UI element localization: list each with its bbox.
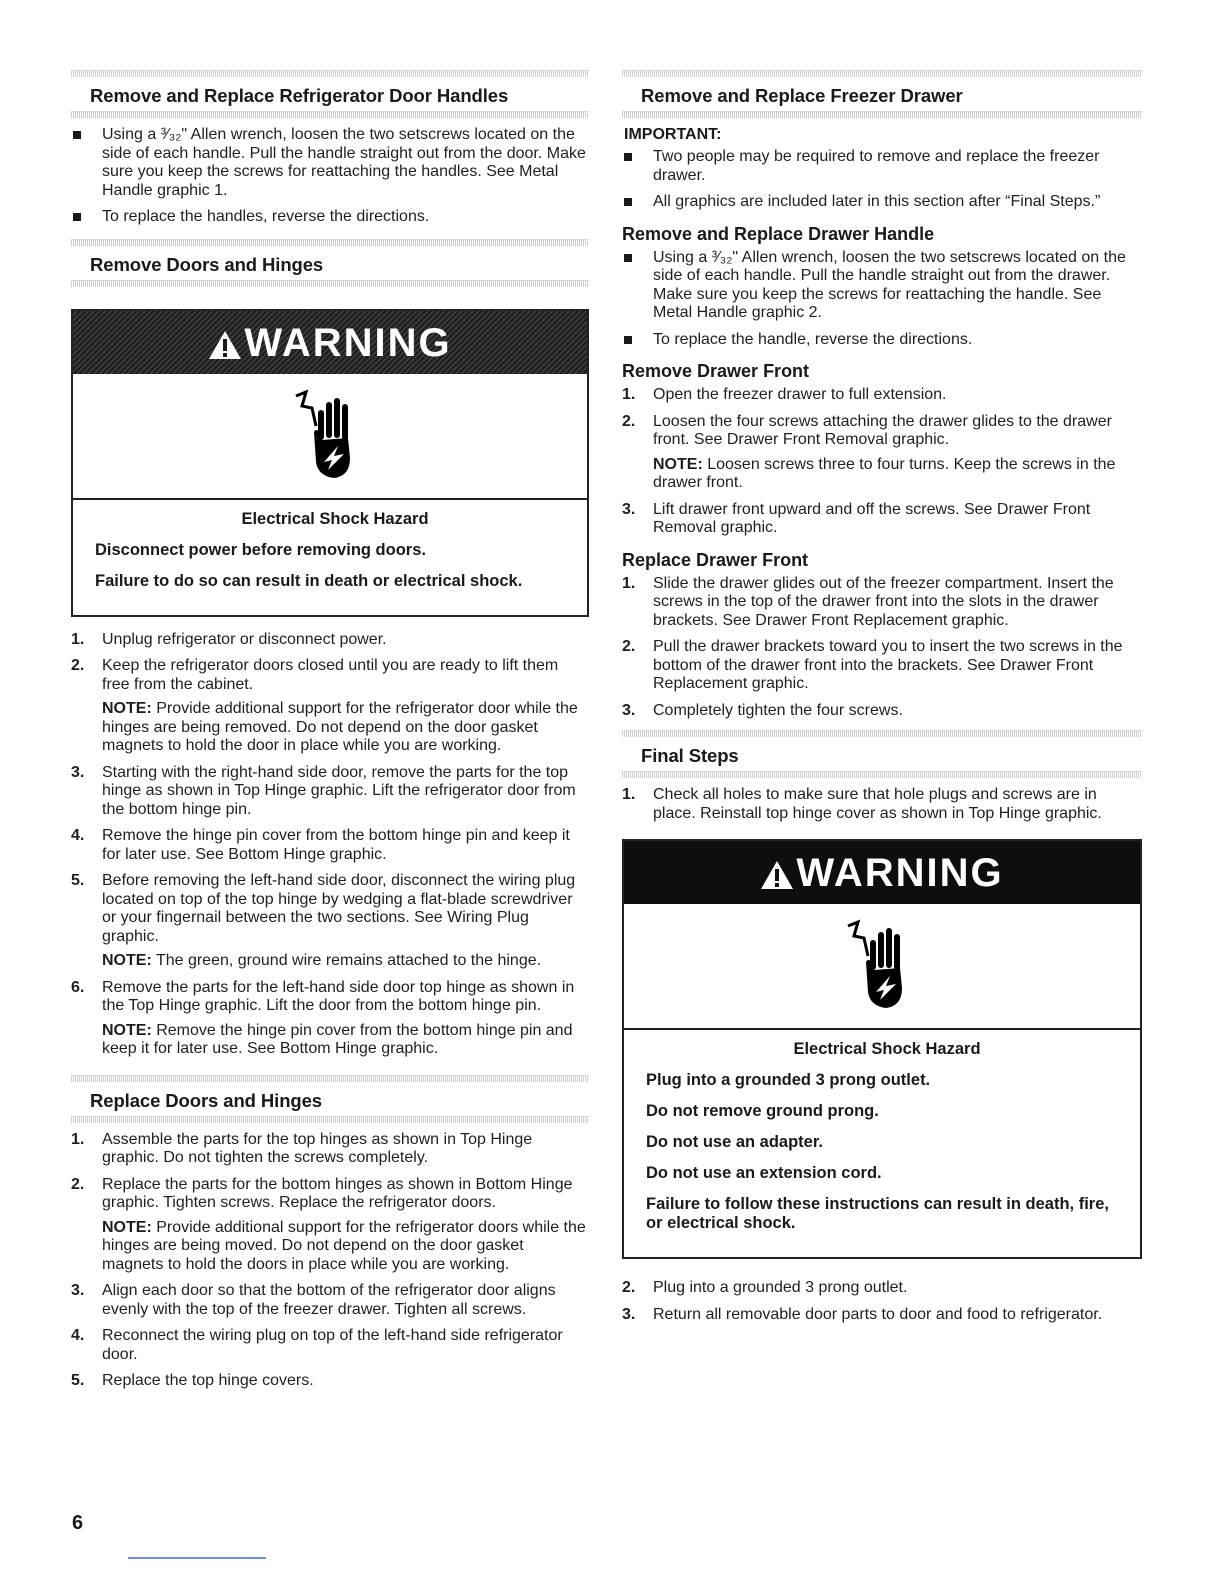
note [102,1219,589,1275]
warning-header-text: WARNING [796,851,1004,895]
step-number: 1. [622,386,636,403]
warning-icon-row [73,374,587,500]
electrical-shock-hand-icon [292,388,368,484]
list-item-text: Keep the refrigerator doors closed until you are ready to lift them free from the cabinet. [102,657,559,693]
step-number: 2. [71,1175,85,1193]
list-item-text: Slide the drawer glides out of the freezer compartment. Insert the screws in the top of the drawer front into the slots in the drawer brackets. See Drawer Front Replacement graphic. [653,574,1114,629]
note-label: NOTE: [102,952,152,969]
step-number: 2. [622,638,636,655]
section-rule [71,1075,589,1082]
section-rule [71,1116,589,1123]
list-item-text: To replace the handle, reverse the directions. [653,330,973,348]
list-item [71,1327,589,1364]
subsection-title: Remove and Replace Drawer Handle [622,223,935,244]
note-label: NOTE: [102,1021,152,1039]
list-item-text: Starting with the right-hand side door, remove the parts for the top hinge as shown in Top Hinge graphic. Lift the refrigerator door from the bottom hinge pin. [102,763,576,818]
note-label: NOTE: [102,1218,152,1236]
section-header-door-handles [71,70,589,118]
note-text: Provide additional support for the refrigerator doors while the hinges are being moved. Do not depend on the door gasket magnets to hold the doors in place while you are working. [102,1218,586,1273]
section-rule [71,111,589,118]
list-item [71,764,589,820]
list-item-text: Assemble the parts for the top hinges as shown in Top Hinge graphic. Do not tighten the screws completely. [102,1130,533,1166]
bullet-marker [624,198,632,206]
list-item [71,872,589,971]
bullet-marker [624,336,632,344]
step-number: 1. [622,574,636,592]
bullet-marker [73,131,81,139]
step-number: 2. [71,657,85,674]
electrical-shock-hand-icon [844,918,920,1014]
list-item [622,193,1142,212]
note-text: Loosen screws three to four turns. Keep the screws in the drawer front. [653,455,1116,491]
subsection-title: Replace Drawer Front [622,549,809,570]
note [102,1022,589,1059]
bullet-list [71,126,589,227]
step-number: 2. [622,1279,636,1296]
list-item-text: Reconnect the wiring plug on top of the left-hand side refrigerator door. [102,1327,563,1363]
section-rule [622,771,1142,778]
step-number: 3. [622,500,636,518]
list-item [622,638,1142,694]
step-number: 1. [71,1130,85,1148]
list-item [622,702,1142,721]
note [102,700,589,756]
list-item-text: Two people may be required to remove and replace the freezer drawer. [653,148,1100,184]
numbered-list [622,386,1142,538]
warning-triangle-icon [760,860,794,890]
list-item [622,1279,1142,1298]
list-item [622,413,1142,493]
warning-text [73,500,587,615]
list-item-text: Plug into a grounded 3 prong outlet. [653,1279,908,1296]
warning-hazard: Electrical Shock Hazard [241,509,429,528]
list-item [622,1306,1142,1325]
step-number: 6. [71,978,85,996]
list-item-text: All graphics are included later in this section after “Final Steps.” [653,193,1101,210]
list-item-text: Using a ³⁄₃₂" Allen wrench, loosen the two setscrews located on the side of each handle. Pull the handle straight out from the drawer. Make sure you keep the screws for reattaching the handle. See Metal Handle graphic 2. [653,248,1126,321]
section-rule [71,280,589,287]
section-title: Remove and Replace Freezer Drawer [641,85,963,106]
warning-line: Failure to follow these instructions can result in death, fire, or electrical shock. [646,1195,1109,1232]
bullet-marker [624,254,632,262]
section-title: Final Steps [641,745,739,766]
step-number: 3. [622,1305,636,1323]
list-item [71,979,589,1059]
section-rule [71,239,589,246]
list-item-text: Pull the drawer brackets toward you to insert the two screws in the bottom of the drawer front into the brackets. See Drawer Front Replacement graphic. [653,638,1123,692]
left-column [71,70,589,1399]
note [653,456,1142,493]
list-item-text: To replace the handles, reverse the directions. [102,208,430,225]
right-column [622,70,1142,1332]
step-number: 5. [71,872,85,889]
list-item-text: Open the freezer drawer to full extension. [653,386,947,403]
numbered-list [71,631,589,1059]
note [102,952,589,971]
list-item [71,1372,589,1391]
numbered-list [622,786,1142,823]
warning-text [624,1030,1140,1257]
list-item-text: Unplug refrigerator or disconnect power. [102,630,387,648]
warning-line: Do not use an extension cord. [646,1164,882,1182]
list-item [622,575,1142,631]
list-item-text: Completely tighten the four screws. [653,701,903,719]
step-number: 5. [71,1372,85,1389]
list-item [71,1176,589,1275]
section-rule [622,730,1142,737]
step-number: 4. [71,1327,85,1344]
section-rule [71,70,589,77]
list-item-text: Remove the hinge pin cover from the bottom hinge pin and keep it for later use. See Bottom Hinge graphic. [102,827,570,863]
step-number: 1. [71,630,85,648]
list-item [622,501,1142,538]
warning-line: Failure to do so can result in death or electrical shock. [95,571,523,590]
list-item [622,249,1142,323]
list-item [71,631,589,650]
warning-hazard: Electrical Shock Hazard [793,1040,981,1058]
list-item [71,1282,589,1319]
list-item [71,827,589,864]
bullet-marker [624,153,632,161]
list-item-text: Replace the parts for the bottom hinges as shown in Bottom Hinge graphic. Tighten screws. Replace the refrigerator doors. [102,1175,573,1211]
numbered-list [622,1279,1142,1324]
list-item [71,126,589,200]
page-number: 6 [72,1512,84,1534]
important-label: IMPORTANT: [624,126,722,143]
list-item-text: Return all removable door parts to door and food to refrigerator. [653,1305,1103,1323]
list-item-text: Using a ³⁄₃₂" Allen wrench, loosen the two setscrews located on the side of each handle. Pull the handle straight out from the door. Make sure you keep the screws for reattaching the handles. See Metal Handle graphic 1. [102,126,586,199]
warning-triangle-icon [208,330,242,360]
list-item [71,657,589,756]
warning-header [624,841,1140,904]
warning-header-text: WARNING [244,320,452,365]
note-text: The green, ground wire remains attached to the hinge. [151,952,542,969]
note-text: Provide additional support for the refrigerator door while the hinges are being removed. Do not depend on the door gasket magnets to hold the door in place while you are working. [102,700,578,754]
list-item-text: Remove the parts for the left-hand side door top hinge as shown in the Top Hinge graphic. Lift the door from the bottom hinge pin. [102,978,575,1014]
step-number: 3. [71,1282,85,1299]
section-header-final-steps [622,730,1142,778]
step-number: 4. [71,827,85,844]
footer-line [128,1557,266,1559]
warning-box [622,839,1142,1259]
step-number: 3. [622,701,636,719]
list-item [622,386,1142,405]
numbered-list [622,575,1142,721]
list-item [622,786,1142,823]
bullet-list [622,249,1142,350]
warning-icon-row [624,904,1140,1030]
list-item-text: Lift drawer front upward and off the screws. See Drawer Front Removal graphic. [653,500,1091,536]
list-item [71,1131,589,1168]
note-text: Remove the hinge pin cover from the bottom hinge pin and keep it for later use. See Bottom Hinge graphic. [102,1021,573,1057]
list-item-text: Loosen the four screws attaching the drawer glides to the drawer front. See Drawer Front Removal graphic. [653,412,1112,448]
section-rule [622,111,1142,118]
list-item [622,148,1142,185]
list-item-text: Replace the top hinge covers. [102,1372,314,1389]
list-item [71,208,589,227]
warning-line: Plug into a grounded 3 prong outlet. [646,1071,931,1089]
list-item-text: Check all holes to make sure that hole plugs and screws are in place. Reinstall top hinge cover as shown in Top Hinge graphic. [653,786,1102,822]
warning-header [73,311,587,374]
subsection-title: Remove Drawer Front [622,361,810,381]
list-item [622,331,1142,350]
step-number: 3. [71,763,85,781]
warning-line: Disconnect power before removing doors. [95,540,426,559]
step-number: 2. [622,412,636,430]
section-header-freezer-drawer [622,70,1142,118]
section-rule [622,70,1142,77]
section-title: Remove Doors and Hinges [90,253,324,275]
warning-box [71,309,589,617]
note-label: NOTE: [102,700,152,717]
list-item-text: Align each door so that the bottom of the refrigerator door aligns evenly with the top of the freezer drawer. Tighten all screws. [102,1282,556,1318]
warning-line: Do not remove ground prong. [646,1102,879,1120]
section-title: Replace Doors and Hinges [90,1089,322,1111]
step-number: 1. [622,786,636,803]
section-title: Remove and Replace Refrigerator Door Handles [90,85,509,106]
section-header-replace-doors [71,1075,589,1123]
bullet-list [622,148,1142,212]
section-header-remove-doors [71,239,589,287]
note-label: NOTE: [653,455,703,473]
numbered-list [71,1131,589,1391]
warning-line: Do not use an adapter. [646,1133,823,1151]
list-item-text: Before removing the left-hand side door, disconnect the wiring plug located on top of the top hinge by wedging a flat-blade screwdriver or your fingernail between the two sections. See Wiring Plug graphic. [102,872,576,945]
bullet-marker [73,213,81,221]
